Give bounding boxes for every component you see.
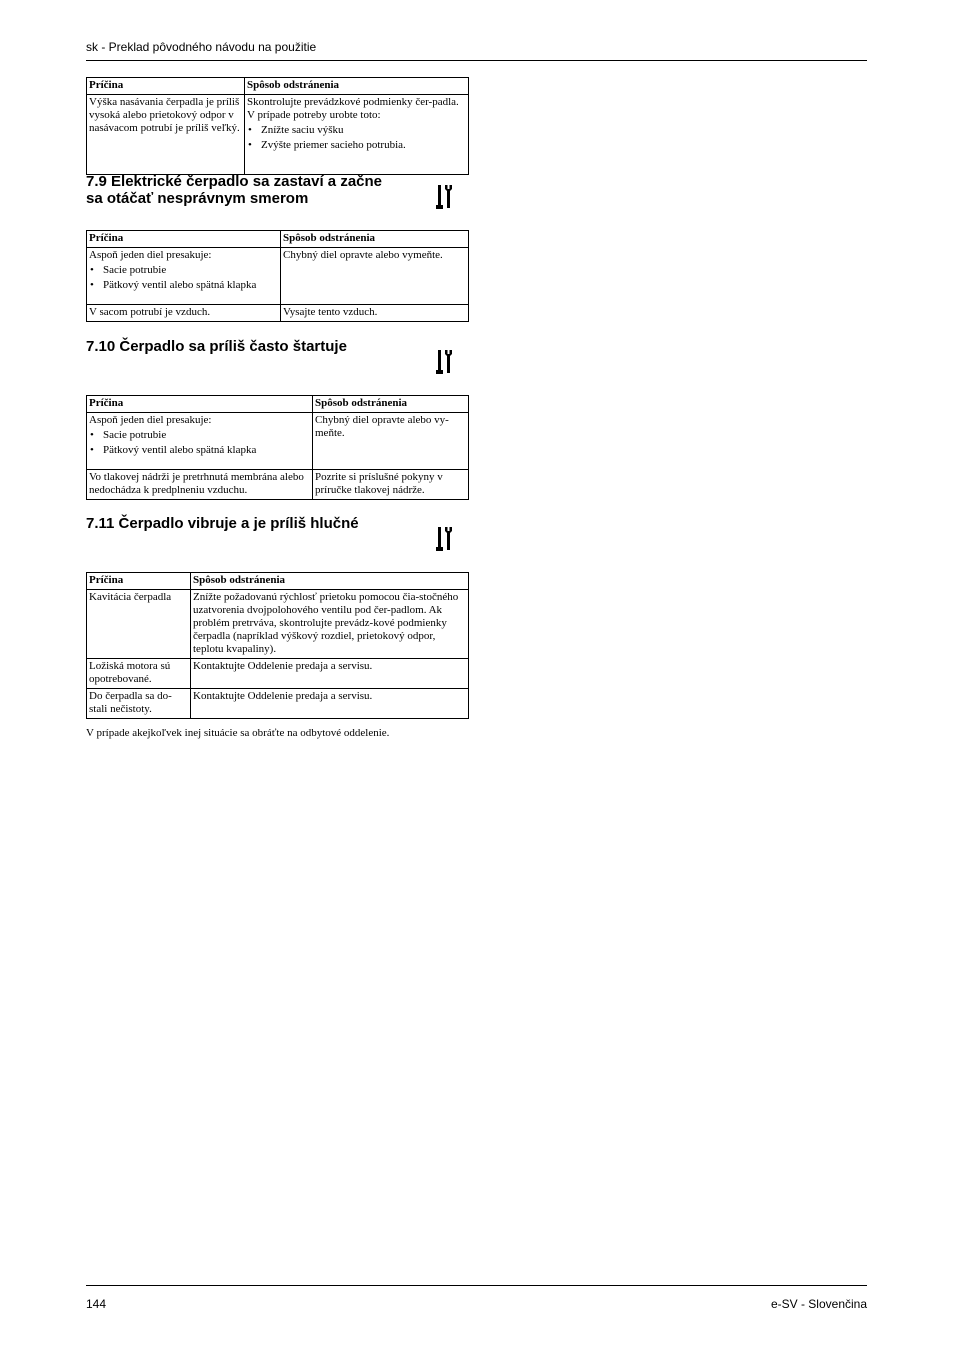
cause-cell: Výška nasávania čerpadla je príliš vysoká alebo prietokový odpor v nasávacom potrubí je príliš veľký.: [87, 95, 245, 175]
header-divider: [86, 60, 867, 61]
remedy-text: Skontrolujte prevádzkové podmienky čer-padla. V prípade potreby urobte toto:: [247, 96, 459, 121]
list-item: • Pätkový ventil alebo spätná klapka: [89, 444, 310, 457]
tools-icon: [436, 525, 454, 553]
table-row: [87, 95, 469, 175]
section-title-line: sa otáčať nesprávnym smerom: [86, 190, 309, 207]
troubleshooting-table-wrong-direction: [86, 230, 469, 322]
cause-cell: V sacom potrubí je vzduch.: [87, 305, 281, 322]
troubleshooting-table-suction: [86, 77, 469, 175]
troubleshooting-table-vibration: [86, 572, 469, 719]
remedy-cell: Kontaktujte Oddelenie predaja a servisu.: [191, 689, 469, 719]
list-item: • Znížte saciu výšku: [247, 124, 466, 137]
cause-cell: [87, 413, 313, 470]
remedy-cell: Chybný diel opravte alebo vymeňte.: [281, 248, 469, 305]
section-title-line: 7.9 Elektrické čerpadlo sa zastaví a začne: [86, 173, 383, 190]
cause-text: Aspoň jeden diel presakuje:: [89, 414, 212, 426]
column-header-remedy: Spôsob odstránenia: [245, 78, 469, 95]
remedy-cell: Vysajte tento vzduch.: [281, 305, 469, 322]
remedy-list: [247, 124, 466, 152]
tools-icon: [436, 348, 454, 376]
remedy-cell: [245, 95, 469, 175]
list-item: • Sacie potrubie: [89, 429, 310, 442]
section-heading-7-11: 7.11 Čerpadlo vibruje a je príliš hlučné: [86, 515, 359, 532]
table-row: [87, 470, 469, 500]
cause-cell: Do čerpadla sa do-stali nečistoty.: [87, 689, 191, 719]
list-item: • Zvýšte priemer sacieho potrubia.: [247, 139, 466, 152]
table-row: [87, 305, 469, 322]
remedy-cell: Pozrite si príslušné pokyny v príručke tlakovej nádrže.: [313, 470, 469, 500]
column-header-remedy: Spôsob odstránenia: [281, 231, 469, 248]
column-header-remedy: Spôsob odstránenia: [313, 396, 469, 413]
contact-note: V prípade akejkoľvek inej situácie sa obráťte na odbytové oddelenie.: [86, 727, 390, 739]
column-header-cause: Príčina: [87, 573, 191, 590]
cause-cell: Kavitácia čerpadla: [87, 590, 191, 659]
cause-list: [89, 429, 310, 457]
table-row: [87, 413, 469, 470]
table-row: [87, 689, 469, 719]
column-header-cause: Príčina: [87, 78, 245, 95]
cause-cell: Ložiská motora sú opotrebované.: [87, 659, 191, 689]
cause-list: [89, 264, 278, 292]
column-header-remedy: Spôsob odstránenia: [191, 573, 469, 590]
table-row: [87, 248, 469, 305]
tools-icon: [436, 183, 454, 211]
remedy-cell: Kontaktujte Oddelenie predaja a servisu.: [191, 659, 469, 689]
cause-text: Aspoň jeden diel presakuje:: [89, 249, 212, 261]
cause-cell: [87, 248, 281, 305]
column-header-cause: Príčina: [87, 396, 313, 413]
troubleshooting-table-frequent-start: [86, 395, 469, 500]
page-header: sk - Preklad pôvodného návodu na použitie: [86, 40, 317, 54]
section-heading-7-10: 7.10 Čerpadlo sa príliš často štartuje: [86, 338, 347, 355]
table-row: [87, 590, 469, 659]
section-heading-7-9: [86, 173, 382, 207]
remedy-cell: Znížte požadovanú rýchlosť prietoku pomocou čia-stočného uzatvorenia dvojpolohového ventilu pod čer-padlom. Ak problém pretrváva, skontrolujte prevádz-kové podmienky čerpadla (napríklad výškový rozdiel, prietokový odpor, teplotu kvapaliny).: [191, 590, 469, 659]
cause-cell: Vo tlakovej nádrži je pretrhnutá membrána alebo nedochádza k predplneniu vzduchu.: [87, 470, 313, 500]
list-item: • Sacie potrubie: [89, 264, 278, 277]
page-number: 144: [86, 1297, 107, 1311]
list-item: • Pätkový ventil alebo spätná klapka: [89, 279, 278, 292]
table-row: [87, 659, 469, 689]
remedy-cell: Chybný diel opravte alebo vy-meňte.: [313, 413, 469, 470]
column-header-cause: Príčina: [87, 231, 281, 248]
footer-doc-title: e-SV - Slovenčina: [770, 1297, 867, 1311]
footer-divider: [86, 1285, 867, 1286]
